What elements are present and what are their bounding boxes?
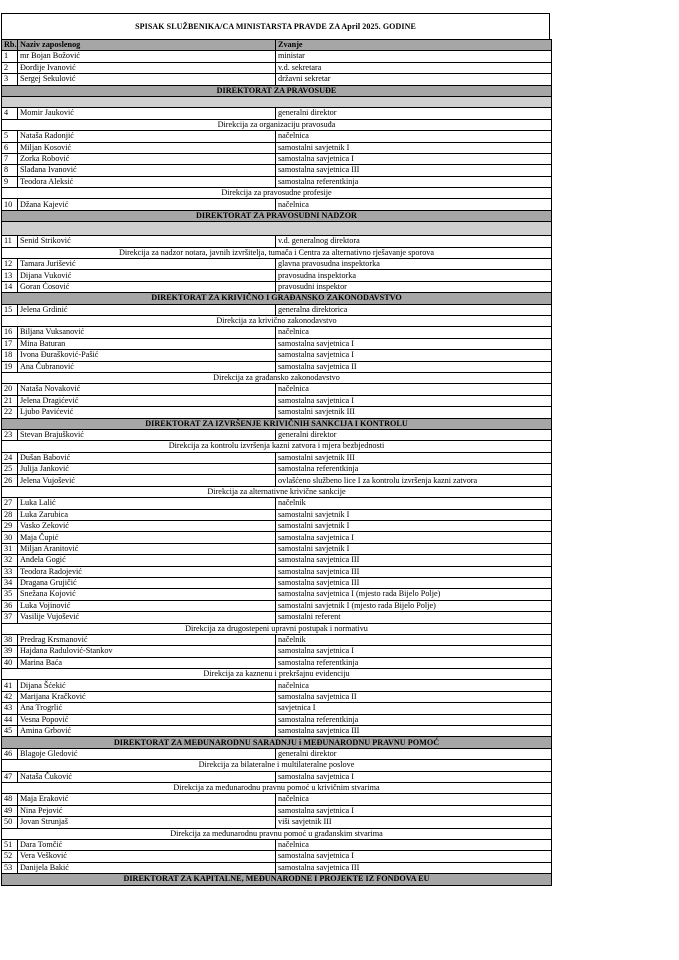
employee-name: Amina Grbović: [18, 726, 276, 737]
employee-row: [2, 509, 552, 520]
row-number: 26: [2, 475, 18, 486]
row-number: 49: [2, 805, 18, 816]
row-number: 2: [2, 62, 18, 73]
division-heading: Direkcija za građansko zakonodavstvo: [2, 372, 552, 383]
blank-row: [2, 96, 552, 107]
row-number: 1: [2, 51, 18, 62]
employee-name: Zorka Robović: [18, 153, 276, 164]
directorate-row: [2, 874, 552, 885]
row-number: 44: [2, 714, 18, 725]
division-row: [2, 188, 552, 199]
row-number: 22: [2, 407, 18, 418]
blank-cell: [2, 96, 552, 107]
employee-row: [2, 153, 552, 164]
row-number: 27: [2, 498, 18, 509]
employee-name: Jovan Strunjaš: [18, 817, 276, 828]
employee-row: [2, 555, 552, 566]
employee-row: [2, 657, 552, 668]
division-heading: Direkcija za kaznenu i prekršajnu evidenciju: [2, 669, 552, 680]
row-number: 51: [2, 839, 18, 850]
employee-title: samostalna savjetnica III: [276, 862, 552, 873]
employee-name: Ana Trogrlić: [18, 703, 276, 714]
employee-row: [2, 395, 552, 406]
employee-title: samostalni savjetnik III: [276, 452, 552, 463]
employee-row: [2, 384, 552, 395]
directorate-heading: DIREKTORAT ZA KAPITALNE, MEĐUNARODNE I PROJEKTE IZ FONDOVA EU: [2, 874, 552, 885]
employee-name: Đorđije Ivanović: [18, 62, 276, 73]
directorate-row: [2, 293, 552, 304]
employee-name: Marijana Kračković: [18, 691, 276, 702]
row-number: 7: [2, 153, 18, 164]
division-row: [2, 247, 552, 258]
employee-row: [2, 259, 552, 270]
row-number: 13: [2, 270, 18, 281]
employee-row: [2, 691, 552, 702]
employee-name: Momir Jauković: [18, 108, 276, 119]
row-number: 33: [2, 566, 18, 577]
row-number: 48: [2, 794, 18, 805]
row-number: 34: [2, 577, 18, 588]
division-heading: Direkcija za drugostepeni upravni postupak i normativu: [2, 623, 552, 634]
employee-title: načelnica: [276, 327, 552, 338]
employee-row: [2, 142, 552, 153]
employee-name: Ljubo Pavićević: [18, 407, 276, 418]
row-number: 11: [2, 236, 18, 247]
row-number: 53: [2, 862, 18, 873]
division-row: [2, 783, 552, 794]
employee-name: Nataša Radonjić: [18, 131, 276, 142]
row-number: 32: [2, 555, 18, 566]
employee-name: Luka Vojinović: [18, 600, 276, 611]
division-row: [2, 669, 552, 680]
row-number: 9: [2, 176, 18, 187]
row-number: 30: [2, 532, 18, 543]
employee-row: [2, 51, 552, 62]
division-row: [2, 441, 552, 452]
division-heading: Direkcija za bilateralne i multilateralne poslove: [2, 760, 552, 771]
employee-name: Anđela Gogić: [18, 555, 276, 566]
employee-name: Tamara Jurišević: [18, 259, 276, 270]
employee-name: Marina Baća: [18, 657, 276, 668]
employee-title: samostalna savjetnica I: [276, 851, 552, 862]
employee-title: samostalni savjetnik I: [276, 543, 552, 554]
employee-title: načelnica: [276, 199, 552, 210]
directorate-heading: DIREKTORAT ZA MEĐUNARODNU SARADNJU i MEĐUNARODNU PRAVNU POMOĆ: [2, 737, 552, 748]
employee-row: [2, 361, 552, 372]
employee-title: samostalna savjetnica I: [276, 338, 552, 349]
employee-row: [2, 577, 552, 588]
row-number: 43: [2, 703, 18, 714]
employee-title: samostalna savjetnica III: [276, 165, 552, 176]
division-heading: Direkcija za kontrolu izvršenja kazni zatvora i mjera bezbjednosti: [2, 441, 552, 452]
employee-title: savjetnica I: [276, 703, 552, 714]
employee-name: Dijana Vuković: [18, 270, 276, 281]
division-heading: Direkcija za međunarodnu pravnu pomoć u građanskim stvarima: [2, 828, 552, 839]
employee-title: samostalni savjetnik I: [276, 142, 552, 153]
employee-title: načelnica: [276, 794, 552, 805]
row-number: 40: [2, 657, 18, 668]
directorate-row: [2, 737, 552, 748]
row-number: 39: [2, 646, 18, 657]
division-heading: Direkcija za alternativne krivične sankcije: [2, 486, 552, 497]
employee-title: samostalna savjetnica III: [276, 726, 552, 737]
employee-title: samostalni referent: [276, 612, 552, 623]
division-heading: Direkcija za organizaciju pravosuđa: [2, 119, 552, 130]
employee-name: Teodora Aleksić: [18, 176, 276, 187]
employee-row: [2, 236, 552, 247]
employee-row: [2, 199, 552, 210]
employee-row: [2, 498, 552, 509]
employee-title: samostalna referentkinja: [276, 176, 552, 187]
employee-name: Snežana Kojović: [18, 589, 276, 600]
employee-name: Dragana Grujičić: [18, 577, 276, 588]
employee-name: Jelena Grdinić: [18, 304, 276, 315]
employee-title: samostalni savjetnik I: [276, 521, 552, 532]
employee-name: Jelena Vujošević: [18, 475, 276, 486]
division-heading: Direkcija za međunarodnu pravnu pomoć u krivičnim stvarima: [2, 783, 552, 794]
division-row: [2, 828, 552, 839]
row-number: 8: [2, 165, 18, 176]
employee-row: [2, 74, 552, 85]
directorate-heading: DIREKTORAT ZA PRAVOSUDNI NADZOR: [2, 210, 552, 221]
employee-row: [2, 634, 552, 645]
employee-name: Stevan Brajušković: [18, 429, 276, 440]
division-heading: Direkcija za pravosudne profesije: [2, 188, 552, 199]
row-number: 15: [2, 304, 18, 315]
employee-title: načelnik: [276, 634, 552, 645]
employee-row: [2, 600, 552, 611]
employee-row: [2, 703, 552, 714]
employee-name: Biljana Vuksanović: [18, 327, 276, 338]
employee-name: Luka Lalić: [18, 498, 276, 509]
employee-name: Goran Ćosović: [18, 281, 276, 292]
employee-title: samostalna savjetnica II: [276, 691, 552, 702]
employee-name: mr Bojan Božović: [18, 51, 276, 62]
employee-title: samostalna savjetnica II: [276, 361, 552, 372]
employee-name: Ana Čubranović: [18, 361, 276, 372]
employee-title: samostalna savjetnica I: [276, 532, 552, 543]
row-number: 12: [2, 259, 18, 270]
employee-row: [2, 714, 552, 725]
employee-row: [2, 532, 552, 543]
employee-name: Vera Vešković: [18, 851, 276, 862]
row-number: 29: [2, 521, 18, 532]
employee-name: Nina Pejović: [18, 805, 276, 816]
row-number: 52: [2, 851, 18, 862]
row-number: 42: [2, 691, 18, 702]
employee-row: [2, 62, 552, 73]
employee-row: [2, 771, 552, 782]
employee-title: samostalna savjetnica III: [276, 566, 552, 577]
employee-name: Hajdana Radulović-Stankov: [18, 646, 276, 657]
employee-row: [2, 464, 552, 475]
employee-row: [2, 327, 552, 338]
employee-title: samostalna savjetnica I (mjesto rada Bijelo Polje): [276, 589, 552, 600]
division-row: [2, 315, 552, 326]
document-title: SPISAK SLUŽBENIKA/CA MINISTARSTA PRAVDE ZA April 2025. GODINE: [1, 13, 550, 39]
row-number: 25: [2, 464, 18, 475]
employee-name: Jelena Dragićević: [18, 395, 276, 406]
employee-title: viši savjetnik III: [276, 817, 552, 828]
employee-title: samostalna savjetnica I: [276, 646, 552, 657]
row-number: 45: [2, 726, 18, 737]
row-number: 10: [2, 199, 18, 210]
employee-row: [2, 839, 552, 850]
employee-title: generalni direktor: [276, 748, 552, 759]
division-row: [2, 760, 552, 771]
blank-row: [2, 222, 552, 236]
employee-title: samostalna savjetnica I: [276, 771, 552, 782]
employee-name: Danijela Bakić: [18, 862, 276, 873]
employee-table: [1, 39, 552, 886]
row-number: 50: [2, 817, 18, 828]
employee-title: generalni direktor: [276, 429, 552, 440]
employee-row: [2, 748, 552, 759]
row-number: 35: [2, 589, 18, 600]
employee-title: samostalna savjetnica III: [276, 577, 552, 588]
employee-name: Mina Baturan: [18, 338, 276, 349]
employee-row: [2, 304, 552, 315]
row-number: 20: [2, 384, 18, 395]
employee-title: pravosudni inspektor: [276, 281, 552, 292]
row-number: 21: [2, 395, 18, 406]
row-number: 38: [2, 634, 18, 645]
employee-title: načelnica: [276, 384, 552, 395]
employee-name: Teodora Radojević: [18, 566, 276, 577]
row-number: 37: [2, 612, 18, 623]
employee-row: [2, 338, 552, 349]
employee-title: načelnica: [276, 680, 552, 691]
directorate-heading: DIREKTORAT ZA PRAVOSUĐE: [2, 85, 552, 96]
employee-title: samostalna savjetnica I: [276, 805, 552, 816]
division-row: [2, 486, 552, 497]
employee-title: državni sekretar: [276, 74, 552, 85]
employee-title: samostalni savjetnik I (mjesto rada Bijelo Polje): [276, 600, 552, 611]
employee-name: Miljan Aranitović: [18, 543, 276, 554]
employee-title: samostalni savjetnik I: [276, 509, 552, 520]
employee-row: [2, 475, 552, 486]
row-number: 46: [2, 748, 18, 759]
employee-title: samostalna savjetnica I: [276, 395, 552, 406]
employee-title: načelnik: [276, 498, 552, 509]
directorate-row: [2, 85, 552, 96]
employee-row: [2, 646, 552, 657]
employee-name: Dara Tomčić: [18, 839, 276, 850]
employee-name: Blagoje Gledović: [18, 748, 276, 759]
employee-title: samostalna referentkinja: [276, 714, 552, 725]
employee-title: samostalna savjetnica I: [276, 153, 552, 164]
employee-name: Sergej Sekulović: [18, 74, 276, 85]
employee-row: [2, 851, 552, 862]
table-header-row: [2, 40, 552, 51]
row-number: 28: [2, 509, 18, 520]
employee-title: pravosudna inspektorka: [276, 270, 552, 281]
employee-name: Maja Čupić: [18, 532, 276, 543]
employee-name: Vesna Popović: [18, 714, 276, 725]
employee-title: samostalna referentkinja: [276, 464, 552, 475]
directorate-heading: DIREKTORAT ZA KRIVIČNO I GRAĐANSKO ZAKONODAVSTVO: [2, 293, 552, 304]
employee-title: v.d. generalnog direktora: [276, 236, 552, 247]
employee-row: [2, 429, 552, 440]
employee-name: Julija Janković: [18, 464, 276, 475]
employee-title: načelnica: [276, 131, 552, 142]
employee-row: [2, 794, 552, 805]
employee-title: samostalna savjetnica III: [276, 555, 552, 566]
row-number: 16: [2, 327, 18, 338]
employee-title: ministar: [276, 51, 552, 62]
employee-title: generalni direktor: [276, 108, 552, 119]
employee-title: samostalni savjetnik III: [276, 407, 552, 418]
employee-name: Vasko Zeković: [18, 521, 276, 532]
employee-title: generalna direktorica: [276, 304, 552, 315]
employee-row: [2, 350, 552, 361]
employee-name: Slađana Ivanović: [18, 165, 276, 176]
employee-row: [2, 566, 552, 577]
employee-row: [2, 817, 552, 828]
employee-name: Nataša Čuković: [18, 771, 276, 782]
employee-row: [2, 270, 552, 281]
row-number: 17: [2, 338, 18, 349]
directorate-row: [2, 210, 552, 221]
employee-title: samostalna savjetnica I: [276, 350, 552, 361]
row-number: 18: [2, 350, 18, 361]
row-number: 3: [2, 74, 18, 85]
employee-row: [2, 726, 552, 737]
row-number: 36: [2, 600, 18, 611]
row-number: 31: [2, 543, 18, 554]
division-row: [2, 372, 552, 383]
employee-row: [2, 862, 552, 873]
employee-title: glavna pravosudna inspektorka: [276, 259, 552, 270]
employee-row: [2, 680, 552, 691]
employee-name: Dušan Babović: [18, 452, 276, 463]
employee-title: ovlašćeno službeno lice I za kontrolu izvršenja kazni zatvora: [276, 475, 552, 486]
employee-row: [2, 521, 552, 532]
row-number: 24: [2, 452, 18, 463]
employee-row: [2, 543, 552, 554]
employee-row: [2, 131, 552, 142]
row-number: 6: [2, 142, 18, 153]
row-number: 5: [2, 131, 18, 142]
employee-name: Džana Kajević: [18, 199, 276, 210]
employee-title: v.d. sekretara: [276, 62, 552, 73]
table-body: [2, 51, 552, 885]
employee-row: [2, 165, 552, 176]
employee-name: Nataša Novaković: [18, 384, 276, 395]
directorate-row: [2, 418, 552, 429]
employee-row: [2, 589, 552, 600]
employee-row: [2, 176, 552, 187]
employee-name: Vasilije Vujošević: [18, 612, 276, 623]
row-number: 4: [2, 108, 18, 119]
column-header-name: Naziv zaposlenog: [18, 40, 276, 51]
row-number: 41: [2, 680, 18, 691]
employee-name: Miljan Kosović: [18, 142, 276, 153]
employee-row: [2, 452, 552, 463]
employee-row: [2, 805, 552, 816]
row-number: 14: [2, 281, 18, 292]
employee-title: samostalna referentkinja: [276, 657, 552, 668]
employee-row: [2, 407, 552, 418]
employee-title: načelnica: [276, 839, 552, 850]
employee-row: [2, 281, 552, 292]
row-number: 23: [2, 429, 18, 440]
division-heading: Direkcija za nadzor notara, javnih izvršitelja, tumača i Centra za alternativno rješavanje sporova: [2, 247, 552, 258]
division-row: [2, 119, 552, 130]
column-header-rb: Rb.: [2, 40, 18, 51]
division-heading: Direkcija za krivično zakonodavstvo: [2, 315, 552, 326]
employee-name: Predrag Krsmanović: [18, 634, 276, 645]
employee-name: Ivona Đurašković-Pašić: [18, 350, 276, 361]
employee-name: Luka Zarubica: [18, 509, 276, 520]
employee-name: Senid Striković: [18, 236, 276, 247]
division-row: [2, 623, 552, 634]
employee-name: Maja Eraković: [18, 794, 276, 805]
blank-cell: [2, 222, 552, 236]
row-number: 47: [2, 771, 18, 782]
column-header-role: Zvanje: [276, 40, 552, 51]
employee-name: Dijana Šćekić: [18, 680, 276, 691]
directorate-heading: DIREKTORAT ZA IZVRŠENJE KRIVIČNIH SANKCIJA I KONTROLU: [2, 418, 552, 429]
row-number: 19: [2, 361, 18, 372]
employee-row: [2, 612, 552, 623]
employee-row: [2, 108, 552, 119]
